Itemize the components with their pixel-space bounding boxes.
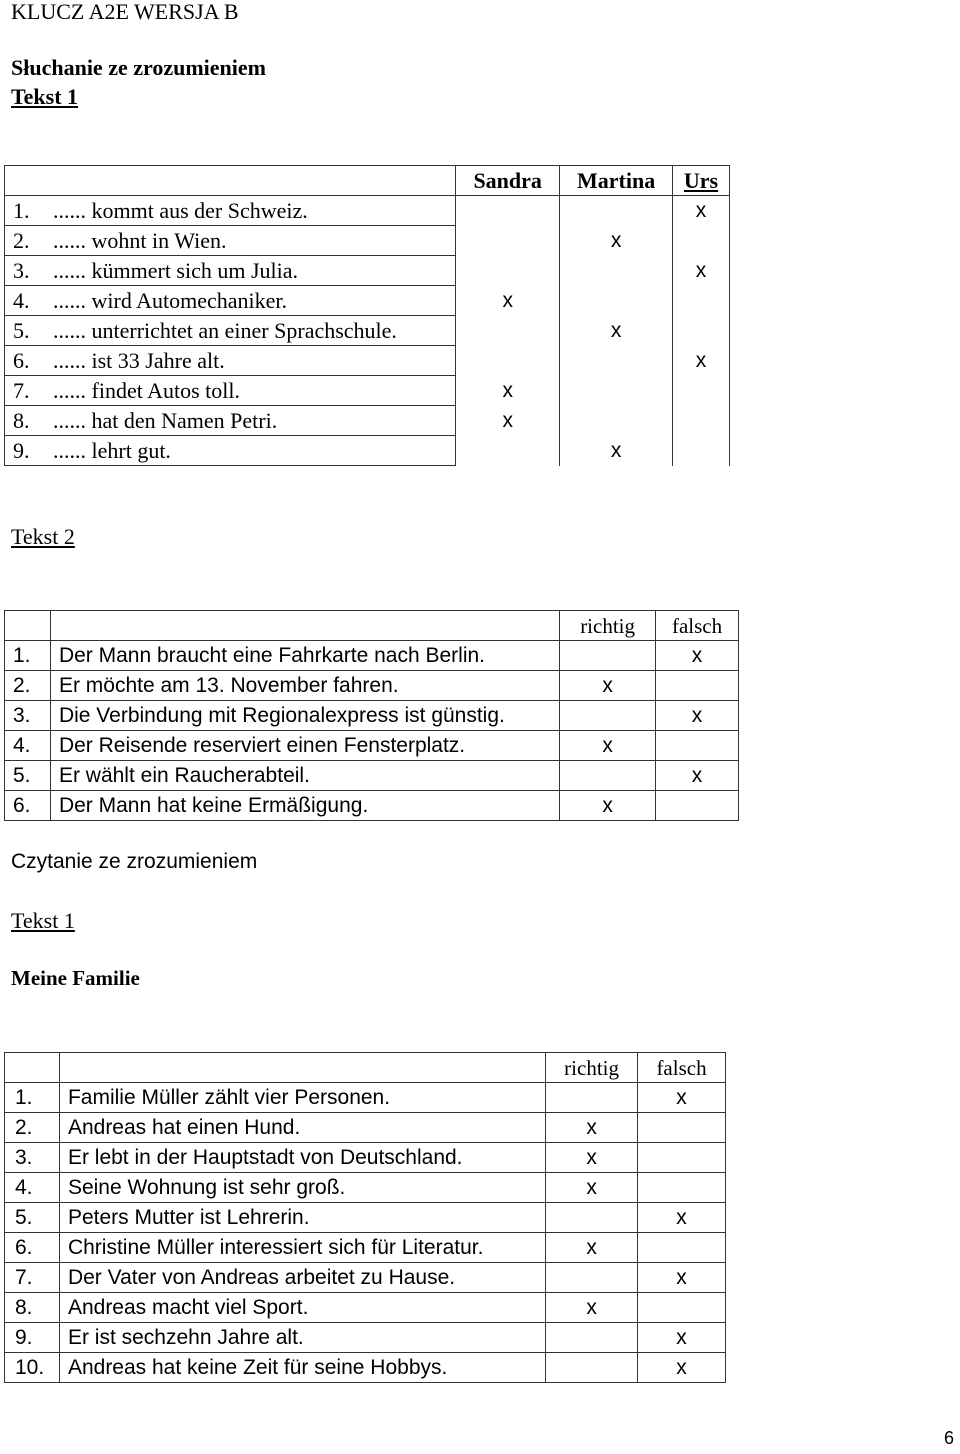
column-header: falsch [656, 611, 739, 641]
row-number: 8. [5, 1293, 60, 1323]
statement-text: Er ist sechzehn Jahre alt. [59, 1323, 545, 1353]
answer-mark: x [560, 791, 656, 821]
table-row [5, 1293, 726, 1323]
answer-mark: x [673, 346, 730, 376]
statement-text: ...... wohnt in Wien. [53, 227, 227, 253]
answer-mark: x [560, 731, 656, 761]
statement-text: ...... unterrichtet an einer Sprachschule. [53, 317, 397, 343]
answer-mark [456, 436, 560, 466]
statement-text: Der Mann braucht eine Fahrkarte nach Berlin. [50, 641, 559, 671]
table-row [5, 196, 730, 226]
statement-cell [5, 346, 456, 376]
answer-mark: x [560, 226, 673, 256]
answer-mark [456, 256, 560, 286]
answer-mark: x [546, 1113, 638, 1143]
answer-mark [560, 761, 656, 791]
reading-text1-heading: Tekst 1 [11, 908, 75, 933]
answer-mark [560, 286, 673, 316]
answer-mark: x [546, 1233, 638, 1263]
row-number: 4. [13, 287, 30, 313]
row-number: 6. [5, 1233, 60, 1263]
table-row [5, 406, 730, 436]
statement-cell [5, 226, 456, 256]
table-row [5, 1173, 726, 1203]
statement-text: Der Vater von Andreas arbeitet zu Hause. [59, 1263, 545, 1293]
table-row [5, 1353, 726, 1383]
statement-text: Er wählt ein Raucherabteil. [50, 761, 559, 791]
statement-text: ...... kümmert sich um Julia. [53, 257, 299, 283]
table-row [5, 641, 739, 671]
answer-mark: x [638, 1083, 726, 1113]
statement-cell [5, 376, 456, 406]
row-number: 5. [5, 1203, 60, 1233]
row-number: 2. [5, 671, 51, 701]
answer-mark [638, 1113, 726, 1143]
answer-mark [656, 791, 739, 821]
table-row [5, 286, 730, 316]
answer-mark [638, 1173, 726, 1203]
answer-mark [546, 1323, 638, 1353]
table-row [5, 316, 730, 346]
statement-text: Andreas macht viel Sport. [59, 1293, 545, 1323]
column-header: Sandra [456, 166, 560, 196]
row-number: 6. [13, 347, 30, 373]
statement-text: Die Verbindung mit Regionalexpress ist günstig. [50, 701, 559, 731]
table-row [5, 226, 730, 256]
column-header: richtig [546, 1053, 638, 1083]
column-header: falsch [638, 1053, 726, 1083]
page-number: 6 [943, 1428, 954, 1448]
answer-mark [560, 346, 673, 376]
answer-mark [456, 346, 560, 376]
answer-mark [673, 436, 730, 466]
reading-text1-table [4, 1052, 726, 1383]
table-row [5, 671, 739, 701]
statement-text: Andreas hat keine Zeit für seine Hobbys. [59, 1353, 545, 1383]
table-row [5, 1323, 726, 1353]
answer-mark: x [638, 1353, 726, 1383]
row-number: 9. [5, 1323, 60, 1353]
answer-mark: x [546, 1173, 638, 1203]
answer-mark [546, 1083, 638, 1113]
answer-mark [546, 1203, 638, 1233]
answer-mark [560, 376, 673, 406]
answer-mark: x [638, 1323, 726, 1353]
row-number: 2. [5, 1113, 60, 1143]
statement-cell [5, 406, 456, 436]
table-row [5, 376, 730, 406]
statement-text: ...... kommt aus der Schweiz. [53, 197, 308, 223]
statement-cell [5, 436, 456, 466]
answer-mark: x [560, 436, 673, 466]
table-row [5, 256, 730, 286]
statement-text: Familie Müller zählt vier Personen. [59, 1083, 545, 1113]
answer-mark: x [546, 1143, 638, 1173]
answer-mark: x [546, 1293, 638, 1323]
answer-mark [560, 701, 656, 731]
reading-subheading: Meine Familie [11, 966, 140, 990]
statement-text: ...... hat den Namen Petri. [53, 407, 278, 433]
statement-text: Der Reisende reserviert einen Fensterplatz. [50, 731, 559, 761]
answer-mark [560, 256, 673, 286]
answer-mark [456, 196, 560, 226]
answer-mark: x [456, 376, 560, 406]
table-row [5, 791, 739, 821]
answer-mark [560, 196, 673, 226]
answer-mark [638, 1293, 726, 1323]
answer-mark: x [456, 286, 560, 316]
answer-mark: x [560, 671, 656, 701]
answer-mark: x [656, 641, 739, 671]
statement-text: Christine Müller interessiert sich für Literatur. [59, 1233, 545, 1263]
answer-mark: x [673, 196, 730, 226]
answer-mark [673, 286, 730, 316]
row-number: 10. [5, 1353, 60, 1383]
table-row [5, 761, 739, 791]
answer-mark [673, 226, 730, 256]
row-number: 4. [5, 731, 51, 761]
row-number: 7. [5, 1263, 60, 1293]
row-number: 3. [5, 1143, 60, 1173]
row-number: 1. [5, 1083, 60, 1113]
row-number: 2. [13, 227, 30, 253]
table-row [5, 1263, 726, 1293]
answer-mark [673, 406, 730, 436]
table-header-row [5, 611, 739, 641]
answer-mark [656, 671, 739, 701]
reading-heading: Czytanie ze zrozumieniem [11, 850, 258, 873]
table-row [5, 701, 739, 731]
column-header: Urs [673, 166, 730, 196]
answer-mark: x [560, 316, 673, 346]
listening-text2-heading: Tekst 2 [11, 524, 75, 549]
row-number: 1. [5, 641, 51, 671]
answer-mark: x [638, 1263, 726, 1293]
table-row [5, 1113, 726, 1143]
row-number: 1. [13, 197, 30, 223]
answer-mark [456, 226, 560, 256]
row-number: 9. [13, 437, 30, 463]
statement-text: Der Mann hat keine Ermäßigung. [50, 791, 559, 821]
listening-text1-heading: Tekst 1 [11, 84, 79, 109]
answer-mark [546, 1353, 638, 1383]
statement-cell [5, 316, 456, 346]
statement-text: Er möchte am 13. November fahren. [50, 671, 559, 701]
answer-mark [638, 1143, 726, 1173]
answer-mark [560, 406, 673, 436]
statement-text: ...... ist 33 Jahre alt. [53, 347, 225, 373]
statement-cell [5, 286, 456, 316]
table-row [5, 1233, 726, 1263]
statement-text: Peters Mutter ist Lehrerin. [59, 1203, 545, 1233]
answer-mark: x [656, 701, 739, 731]
answer-mark: x [456, 406, 560, 436]
table-row [5, 1203, 726, 1233]
row-number: 8. [13, 407, 30, 433]
table-row [5, 1143, 726, 1173]
statement-text: ...... findet Autos toll. [53, 377, 240, 403]
row-number: 6. [5, 791, 51, 821]
answer-mark [656, 731, 739, 761]
row-number: 3. [13, 257, 30, 283]
statement-text: ...... wird Automechaniker. [53, 287, 288, 313]
listening-text1-table [4, 165, 730, 466]
answer-mark [456, 316, 560, 346]
statement-text: Er lebt in der Hauptstadt von Deutschland. [59, 1143, 545, 1173]
table-row [5, 1083, 726, 1113]
table-row [5, 346, 730, 376]
row-number: 4. [5, 1173, 60, 1203]
answer-mark: x [673, 256, 730, 286]
page-title: KLUCZ A2E WERSJA B [11, 0, 239, 24]
table-row [5, 436, 730, 466]
column-header: richtig [560, 611, 656, 641]
row-number: 3. [5, 701, 51, 731]
listening-heading: Słuchanie ze zrozumieniem [11, 55, 266, 80]
answer-mark: x [638, 1203, 726, 1233]
answer-mark [673, 316, 730, 346]
statement-text: ...... lehrt gut. [53, 437, 171, 463]
statement-cell [5, 256, 456, 286]
statement-cell [5, 196, 456, 226]
answer-mark [673, 376, 730, 406]
answer-mark: x [656, 761, 739, 791]
statement-text: Andreas hat einen Hund. [59, 1113, 545, 1143]
row-number: 7. [13, 377, 30, 403]
table-row [5, 731, 739, 761]
answer-mark [638, 1233, 726, 1263]
column-header: Martina [560, 166, 673, 196]
answer-mark [560, 641, 656, 671]
row-number: 5. [13, 317, 30, 343]
table-header-row [5, 166, 730, 196]
listening-text2-table [4, 610, 739, 821]
answer-mark [546, 1263, 638, 1293]
row-number: 5. [5, 761, 51, 791]
statement-text: Seine Wohnung ist sehr groß. [59, 1173, 545, 1203]
table-header-row [5, 1053, 726, 1083]
